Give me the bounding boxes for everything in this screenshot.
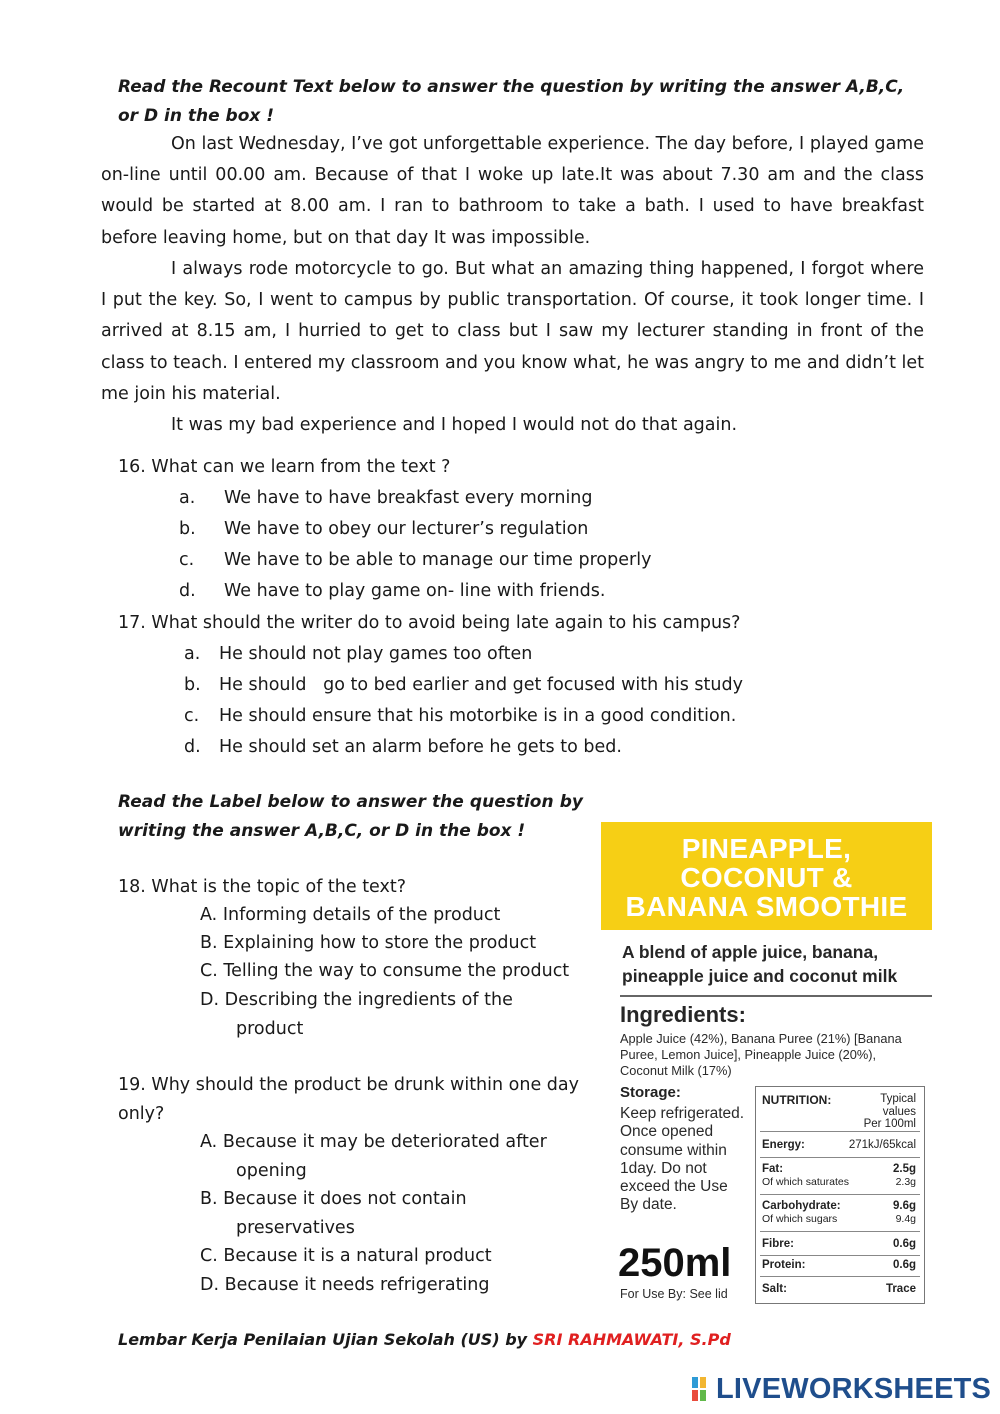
recount-paragraph-3 <box>101 410 924 441</box>
liveworksheets-logo-text: LIVEWORKSHEETS <box>716 1373 992 1405</box>
nutrient-sub-label: Of which sugars <box>762 1213 838 1225</box>
nutrient-value: 0.6g <box>892 1238 916 1250</box>
storage-text: Keep refrigerated. Once opened consume within 1day. Do not exceed the Use By date. <box>620 1105 745 1214</box>
option-text: Because it is a natural product <box>223 1246 492 1266</box>
option-text: Describing the ingredients of the <box>224 990 513 1010</box>
option-letter: C. <box>200 961 218 981</box>
option-text: We have to be able to manage our time properly <box>224 550 652 570</box>
option-letter: C. <box>200 1246 218 1266</box>
option-16-a <box>179 483 593 514</box>
option-letter: a. <box>184 644 201 664</box>
typical-line: Typical <box>880 1093 916 1105</box>
nutrient-sub-value: 9.4g <box>895 1213 916 1225</box>
recount-paragraph-2 <box>101 254 924 410</box>
footer-text: Lembar Kerja Penilaian Ujian Sekolah (US) by <box>118 1330 533 1349</box>
nutrient-label: Protein: <box>762 1259 806 1271</box>
option-letter: c. <box>184 706 200 726</box>
paragraph-text: On last Wednesday, I’ve got unforgettable experience. The day before, I played game on-line until 00.00 am. Because of that I woke up late.It was about 7.30 am and the class would be started at 8.00 am. I ran to bathroom to take a bath. I used to have breakfast before leaving home, but on that day It was impossible. <box>101 134 924 248</box>
nutrition-typical <box>864 1093 916 1131</box>
option-text: Because it needs refrigerating <box>224 1275 490 1295</box>
page-footer <box>118 1330 731 1349</box>
option-letter: d. <box>179 581 196 601</box>
ingredients-title: Ingredients: <box>620 1002 746 1027</box>
paragraph-text: I always rode motorcycle to go. But what an amazing thing happened, I forgot where I put the key. So, I went to campus by public transportation. Of course, it took longer time. I arrived at 8.15 am, I hurried to get to class but I saw my lecturer standing in front of the class to teach. I entered my classroom and you know what, he was angry to me and didn’t let me join his material. <box>101 259 924 404</box>
ingredients-text: Apple Juice (42%), Banana Puree (21%) [Banana Puree, Lemon Juice], Pineapple Juice (20%), Coconut Milk (17%) <box>620 1031 902 1078</box>
nutrition-header: NUTRITION: <box>762 1093 832 1107</box>
option-text: Because it does not contain <box>223 1189 467 1209</box>
option-18-d-cont: product <box>236 1019 304 1039</box>
option-text: Explaining how to store the product <box>223 933 537 953</box>
nutrient-value: 271kJ/65kcal <box>848 1139 916 1151</box>
nutrition-rule <box>760 1157 920 1158</box>
use-by: For Use By: See lid <box>620 1287 728 1301</box>
nutrient-sub-label: Of which saturates <box>762 1176 849 1188</box>
nutrient-value: 2.5g <box>892 1163 916 1175</box>
nutrition-rule <box>760 1194 920 1195</box>
option-18-a <box>200 901 500 930</box>
paragraph-text: It was my bad experience and I hoped I would not do that again. <box>171 415 738 435</box>
option-18-c <box>200 957 569 986</box>
label-blend: A blend of apple juice, banana, pineapple juice and coconut milk <box>622 942 898 986</box>
nutrient-label: Salt: <box>762 1283 787 1295</box>
typical-line: Per 100ml <box>863 1118 916 1130</box>
option-text: We have to have breakfast every morning <box>224 488 593 508</box>
volume: 250ml <box>618 1241 732 1285</box>
option-text: We have to play game on- line with friends. <box>224 581 606 601</box>
option-18-d <box>200 986 513 1015</box>
option-letter: D. <box>200 990 220 1010</box>
option-letter: b. <box>179 519 196 539</box>
option-17-c <box>184 701 737 732</box>
option-text: He should set an alarm before he gets to bed. <box>219 737 622 757</box>
label-instruction: Read the Label below to answer the question by writing the answer A,B,C, or D in the box ! <box>118 792 583 841</box>
option-text: He should not play games too often <box>219 644 533 664</box>
option-16-d <box>179 576 606 607</box>
option-letter: d. <box>184 737 201 757</box>
option-19-c <box>200 1242 492 1271</box>
recount-instruction: Read the Recount Text below to answer the question by writing the answer A,B,C, or D in the box ! <box>118 77 905 126</box>
option-letter: A. <box>200 905 218 925</box>
nutrition-rule <box>760 1255 920 1256</box>
option-letter: A. <box>200 1132 218 1152</box>
storage-title: Storage: <box>620 1084 681 1101</box>
option-letter: c. <box>179 550 195 570</box>
question-18: 18. What is the topic of the text? <box>118 877 407 897</box>
option-letter: a. <box>179 488 196 508</box>
question-19: 19. Why should the product be drunk within one day only? <box>118 1075 579 1124</box>
option-text: Informing details of the product <box>222 905 501 925</box>
option-19-b-cont: preservatives <box>236 1218 355 1238</box>
nutrient-label: Carbohydrate: <box>762 1200 841 1212</box>
option-19-a <box>200 1128 547 1157</box>
option-17-d <box>184 732 622 763</box>
nutrient-label: Energy: <box>762 1139 805 1151</box>
option-19-d <box>200 1271 490 1300</box>
nutrition-table <box>755 1086 925 1304</box>
option-letter: D. <box>200 1275 220 1295</box>
option-text: Because it may be deteriorated after <box>222 1132 547 1152</box>
nutrient-value: 0.6g <box>892 1259 916 1271</box>
option-letter: B. <box>200 1189 218 1209</box>
option-letter: B. <box>200 933 218 953</box>
nutrient-label: Fibre: <box>762 1238 794 1250</box>
option-19-a-cont: opening <box>236 1161 307 1181</box>
option-text: He should ensure that his motorbike is in a good condition. <box>219 706 737 726</box>
footer-author: SRI RAHMAWATI, S.Pd <box>532 1330 731 1349</box>
title-line: COCONUT & <box>680 862 853 893</box>
option-17-a <box>184 639 533 670</box>
nutrition-rule <box>760 1276 920 1277</box>
question-17: 17. What should the writer do to avoid being late again to his campus? <box>118 613 741 633</box>
option-17-b <box>184 670 743 701</box>
label-banner <box>601 822 932 930</box>
option-18-b <box>200 929 536 958</box>
nutrition-rule <box>760 1231 920 1232</box>
nutrient-sub-value: 2.3g <box>895 1176 916 1188</box>
option-text: Telling the way to consume the product <box>223 961 570 981</box>
typical-line: values <box>882 1105 916 1118</box>
question-16: 16. What can we learn from the text ? <box>118 457 451 477</box>
nutrient-value: Trace <box>885 1283 916 1295</box>
nutrient-value: 9.6g <box>892 1200 916 1212</box>
label-title <box>601 834 932 921</box>
option-text: We have to obey our lecturer’s regulation <box>224 519 589 539</box>
option-letter: b. <box>184 675 201 695</box>
option-16-c <box>179 545 652 576</box>
title-line: PINEAPPLE, <box>681 833 852 864</box>
product-label <box>598 822 932 1308</box>
recount-paragraph-1 <box>101 129 924 254</box>
label-divider <box>620 995 932 997</box>
option-text: He should go to bed earlier and get focused with his study <box>219 675 743 695</box>
nutrient-label: Fat: <box>762 1163 784 1175</box>
option-16-b <box>179 514 589 545</box>
liveworksheets-watermark <box>692 1372 992 1406</box>
title-line: BANANA SMOOTHIE <box>625 891 908 922</box>
option-19-b <box>200 1185 467 1214</box>
liveworksheets-logo-icon <box>692 1377 714 1401</box>
nutrition-rule <box>760 1131 920 1132</box>
